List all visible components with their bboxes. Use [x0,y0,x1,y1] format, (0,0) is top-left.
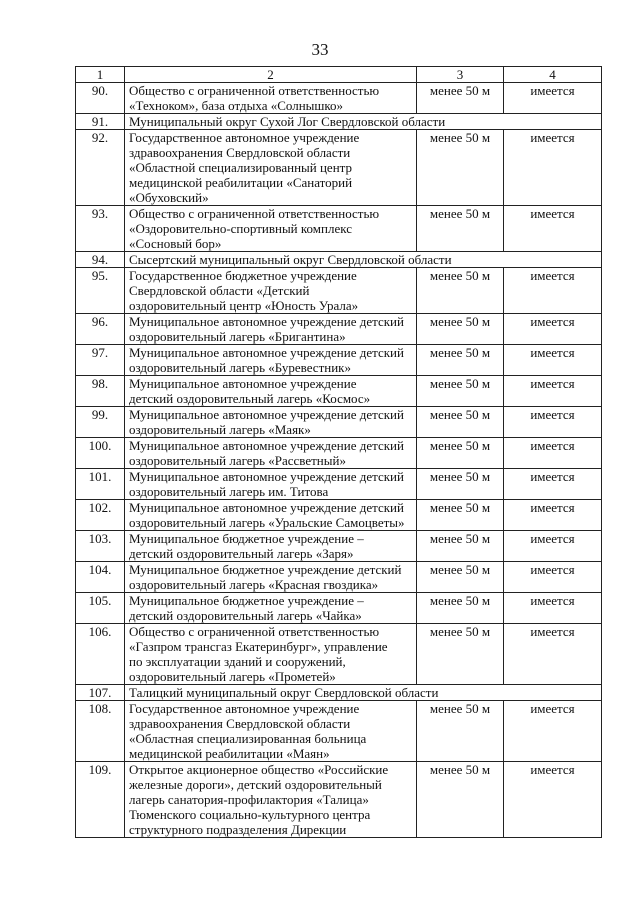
distance-value: менее 50 м [417,562,504,593]
section-row [76,114,602,130]
organization-name [125,531,417,562]
name-line: Муниципальное автономное учреждение детский [129,469,404,484]
distance-value: менее 50 м [417,345,504,376]
name-line: Свердловской области «Детский [129,283,310,298]
table-row [76,83,602,114]
name-line: Муниципальное автономное учреждение детский [129,438,404,453]
row-number: 109. [76,762,125,838]
table-row [76,438,602,469]
distance-value: менее 50 м [417,500,504,531]
name-line: медицинской реабилитации «Маян» [129,746,330,761]
organization-name [125,345,417,376]
name-line: здравоохранения Свердловской области [129,145,351,160]
table-row [76,345,602,376]
name-line: Муниципальное бюджетное учреждение детский [129,562,402,577]
table-row [76,407,602,438]
table-row [76,701,602,762]
distance-value: менее 50 м [417,314,504,345]
name-line: Общество с ограниченной ответственностью [129,206,380,221]
table-row [76,531,602,562]
table-row [76,593,602,624]
section-title: Сысертский муниципальный округ Свердловской области [125,252,602,268]
organization-name [125,701,417,762]
row-number: 98. [76,376,125,407]
distance-value: менее 50 м [417,531,504,562]
distance-value: менее 50 м [417,438,504,469]
name-line: Открытое акционерное общество «Российские [129,762,389,777]
organization-name [125,130,417,206]
name-line: «Газпром трансгаз Екатеринбург», управление [129,639,388,654]
name-line: оздоровительный лагерь «Прометей» [129,669,336,684]
organization-name [125,762,417,838]
name-line: Муниципальное бюджетное учреждение – [129,531,364,546]
row-number: 106. [76,624,125,685]
name-line: «Областная специализированная больница [129,731,367,746]
organization-name [125,469,417,500]
row-number: 99. [76,407,125,438]
availability-value: имеется [504,130,602,206]
table-row [76,562,602,593]
table-row [76,469,602,500]
row-number: 104. [76,562,125,593]
organization-name [125,624,417,685]
row-number: 108. [76,701,125,762]
organization-name [125,593,417,624]
table-row [76,314,602,345]
name-line: оздоровительный лагерь «Бригантина» [129,329,346,344]
row-number: 97. [76,345,125,376]
distance-value: менее 50 м [417,762,504,838]
availability-value: имеется [504,469,602,500]
distance-value: менее 50 м [417,130,504,206]
name-line: оздоровительный центр «Юность Урала» [129,298,359,313]
name-line: Общество с ограниченной ответственностью [129,83,380,98]
row-number: 103. [76,531,125,562]
availability-value: имеется [504,345,602,376]
section-title: Муниципальный округ Сухой Лог Свердловской области [125,114,602,130]
name-line: детский оздоровительный лагерь «Заря» [129,546,354,561]
name-line: оздоровительный лагерь «Буревестник» [129,360,351,375]
row-number: 107. [76,685,125,701]
name-line: оздоровительный лагерь «Красная гвоздика» [129,577,379,592]
table-body [76,83,602,838]
name-line: лагерь санатория-профилактория «Талица» [129,792,369,807]
name-line: Муниципальное автономное учреждение детский [129,345,404,360]
availability-value: имеется [504,376,602,407]
row-number: 105. [76,593,125,624]
section-row [76,685,602,701]
row-number: 92. [76,130,125,206]
distance-value: менее 50 м [417,407,504,438]
name-line: «Оздоровительно-спортивный комплекс [129,221,352,236]
table-row [76,500,602,531]
name-line: «Областной специализированный центр [129,160,352,175]
facilities-table [75,66,602,838]
name-line: детский оздоровительный лагерь «Космос» [129,391,371,406]
availability-value: имеется [504,562,602,593]
availability-value: имеется [504,531,602,562]
name-line: оздоровительный лагерь «Уральские Самоцветы» [129,515,405,530]
name-line: Государственное автономное учреждение [129,701,360,716]
distance-value: менее 50 м [417,83,504,114]
name-line: оздоровительный лагерь им. Титова [129,484,329,499]
name-line: медицинской реабилитации «Санаторий [129,175,353,190]
distance-value: менее 50 м [417,593,504,624]
name-line: оздоровительный лагерь «Рассветный» [129,453,346,468]
header-col-1: 1 [76,67,125,83]
name-line: здравоохранения Свердловской области [129,716,351,731]
availability-value: имеется [504,624,602,685]
organization-name [125,83,417,114]
name-line: Муниципальное автономное учреждение [129,376,357,391]
section-row [76,252,602,268]
availability-value: имеется [504,83,602,114]
name-line: «Сосновый бор» [129,236,222,251]
name-line: Муниципальное бюджетное учреждение – [129,593,364,608]
name-line: структурного подразделения Дирекции [129,822,347,837]
availability-value: имеется [504,762,602,838]
row-number: 101. [76,469,125,500]
name-line: Муниципальное автономное учреждение детский [129,314,404,329]
table-row [76,130,602,206]
availability-value: имеется [504,701,602,762]
row-number: 94. [76,252,125,268]
name-line: оздоровительный лагерь «Маяк» [129,422,311,437]
header-col-4: 4 [504,67,602,83]
organization-name [125,438,417,469]
availability-value: имеется [504,314,602,345]
row-number: 93. [76,206,125,252]
name-line: «Техноком», база отдыха «Солнышко» [129,98,344,113]
name-line: железные дороги», детский оздоровительный [129,777,382,792]
row-number: 91. [76,114,125,130]
availability-value: имеется [504,407,602,438]
row-number: 96. [76,314,125,345]
distance-value: менее 50 м [417,206,504,252]
table-row [76,762,602,838]
row-number: 102. [76,500,125,531]
availability-value: имеется [504,500,602,531]
name-line: Муниципальное автономное учреждение детский [129,500,404,515]
organization-name [125,314,417,345]
availability-value: имеется [504,206,602,252]
distance-value: менее 50 м [417,268,504,314]
organization-name [125,562,417,593]
organization-name [125,206,417,252]
table-row [76,206,602,252]
availability-value: имеется [504,268,602,314]
organization-name [125,500,417,531]
distance-value: менее 50 м [417,701,504,762]
row-number: 90. [76,83,125,114]
availability-value: имеется [504,593,602,624]
page-number: 33 [311,40,329,59]
distance-value: менее 50 м [417,624,504,685]
section-title: Талицкий муниципальный округ Свердловской области [125,685,602,701]
availability-value: имеется [504,438,602,469]
name-line: Муниципальное автономное учреждение детский [129,407,404,422]
table-row [76,624,602,685]
name-line: Тюменского социально-культурного центра [129,807,371,822]
name-line: Общество с ограниченной ответственностью [129,624,380,639]
name-line: детский оздоровительный лагерь «Чайка» [129,608,362,623]
row-number: 95. [76,268,125,314]
row-number: 100. [76,438,125,469]
name-line: Государственное бюджетное учреждение [129,268,357,283]
distance-value: менее 50 м [417,376,504,407]
name-line: по эксплуатации зданий и сооружений, [129,654,346,669]
table-header-row [76,67,602,83]
table-row [76,268,602,314]
name-line: «Обуховский» [129,190,209,205]
header-col-3: 3 [417,67,504,83]
organization-name [125,268,417,314]
distance-value: менее 50 м [417,469,504,500]
name-line: Государственное автономное учреждение [129,130,360,145]
organization-name [125,407,417,438]
header-col-2: 2 [125,67,417,83]
organization-name [125,376,417,407]
table-row [76,376,602,407]
